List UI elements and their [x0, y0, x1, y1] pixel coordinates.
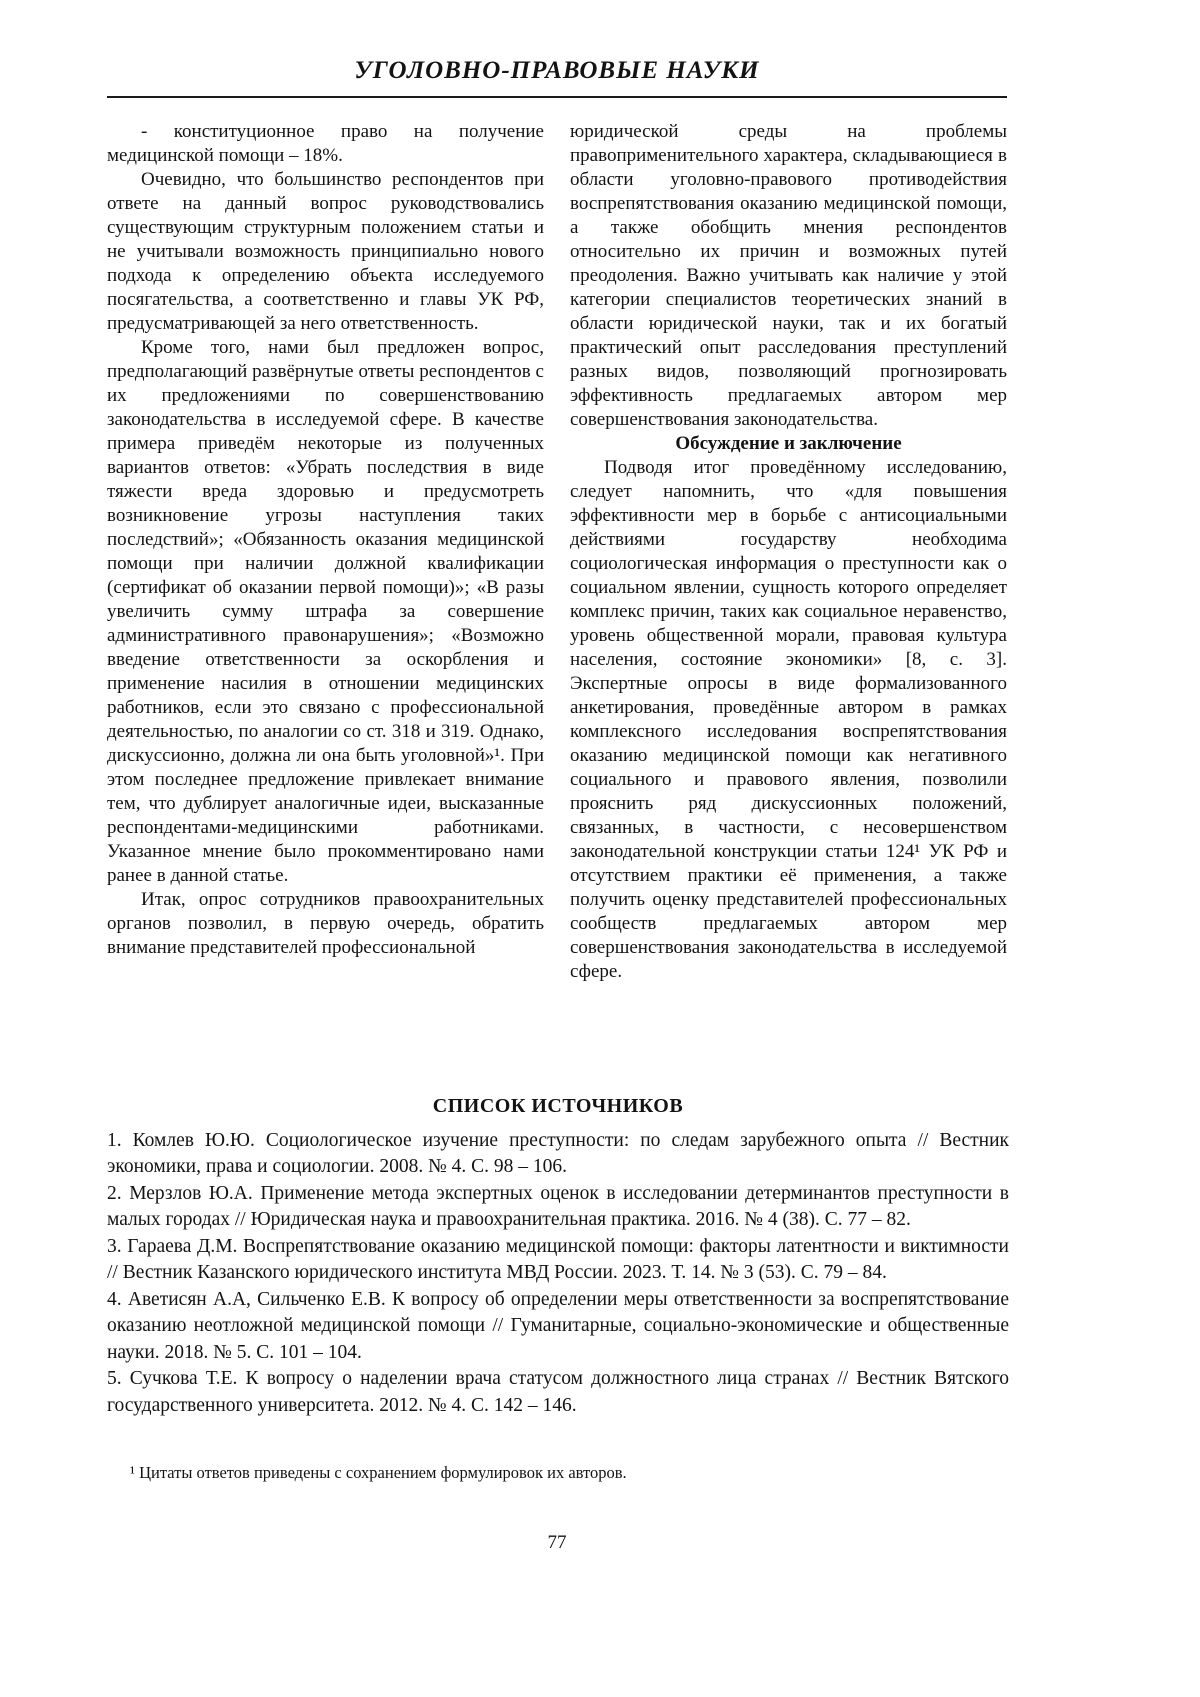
reference-item: 2. Мерзлов Ю.А. Применение метода экспертных оценок в исследовании детерминантов преступности в малых городах // Юридическая наука и правоохранительная практика. 2016. № 4 (38). С. 77 – 82. — [107, 1182, 1009, 1230]
references-heading: СПИСОК ИСТОЧНИКОВ — [432, 1095, 684, 1117]
section-heading-discussion: Обсуждение и заключение — [675, 433, 902, 454]
paragraph: Очевидно, что большинство респондентов при ответе на данный вопрос руководствовались существующим структурным положением статьи и не учитывали возможность принципиально нового подхода к определению объекта исследуемого посягательства, а соответственно и главы УК РФ, предусматривающей за него ответственность. — [107, 169, 544, 334]
page-number: 77 — [547, 1532, 567, 1553]
right-column — [570, 120, 1007, 1080]
reference-item: 4. Аветисян А.А, Сильченко Е.В. К вопросу об определении меры ответственности за воспрепятствование оказанию неотложной медицинской помощи // Гуманитарные, социально-экономические и общественные науки. 2018. № 5. С. 101 – 104. — [107, 1288, 1009, 1363]
reference-item: 5. Сучкова Т.Е. К вопросу о наделении врача статусом должностного лица странах // Вестник Вятского государственного университета. 2012. № 4. С. 142 – 146. — [107, 1368, 1009, 1416]
paragraph: Итак, опрос сотрудников правоохранительных органов позволил, в первую очередь, обратить внимание представителей профессиональной — [107, 889, 544, 958]
paragraph: - конституционное право на получение медицинской помощи – 18%. — [107, 121, 544, 166]
footnote: ¹ Цитаты ответов приведены с сохранением формулировок их авторов. — [130, 1463, 627, 1482]
body-columns — [107, 120, 1007, 1080]
references-section — [107, 1093, 1009, 1419]
paragraph: Кроме того, нами был предложен вопрос, предполагающий развёрнутые ответы респондентов с их предложениями по совершенствованию законодательства в исследуемой сфере. В качестве примера приведём некоторые из полученных вариантов ответов: «Убрать последствия в виде тяжести вреда здоровью и предусмотреть возникновение угрозы наступления таких последствий»; «Обязанность оказания медицинской помощи при наличии должной квалификации (сертификат об оказании первой помощи)»; «В разы увеличить сумму штрафа за совершение административного правонарушения»; «Возможно введение ответственности за оскорбления и применение насилия в отношении медицинских работников, если это связано с профессиональной деятельностью, по аналогии со ст. 318 и 319. Однако, дискуссионно, должна ли она быть уголовной»¹. При этом последнее предложение привлекает внимание тем, что дублирует аналогичные идеи, высказанные респондентами-медицинскими работниками. Указанное мнение было прокомментировано нами ранее в данной статье. — [107, 337, 544, 886]
running-head-title: УГОЛОВНО-ПРАВОВЫЕ НАУКИ — [107, 57, 1007, 98]
paragraph-continuation: юридической среды на проблемы правоприменительного характера, складывающиеся в области уголовно-правового противодействия воспрепятствования оказанию медицинской помощи, а также обобщить мнения респондентов относительно их причин и возможных путей преодоления. Важно учитывать как наличие у этой категории специалистов теоретических знаний в области юридической науки, так и их богатый практический опыт расследования преступлений разных видов, позволяющий прогнозировать эффективность предлагаемых автором мер совершенствования законодательства. — [570, 121, 1007, 430]
left-column — [107, 120, 544, 1080]
reference-item: 3. Гараева Д.М. Воспрепятствование оказанию медицинской помощи: факторы латентности и виктимности // Вестник Казанского юридического института МВД России. 2023. Т. 14. № 3 (53). С. 79 – 84. — [107, 1235, 1009, 1283]
reference-item: 1. Комлев Ю.Ю. Социологическое изучение преступности: по следам зарубежного опыта // Вестник экономики, права и социологии. 2008. № 4. С. 98 – 106. — [107, 1129, 1009, 1177]
paragraph-conclusion: Подводя итог проведённому исследованию, следует напомнить, что «для повышения эффективности мер в борьбе с антисоциальными действиями государству необходима социологическая информация о преступности как о социальном явлении, сущность которого определяет комплекс причин, таких как социальное неравенство, уровень общественной морали, правовая культура населения, состояние экономики» [8, с. 3]. Экспертные опросы в виде формализованного анкетирования, проведённые автором в рамках комплексного исследования воспрепятствования оказанию медицинской помощи как негативного социального и правового явления, позволили прояснить ряд дискуссионных положений, связанных, в частности, с несовершенством законодательной конструкции статьи 124¹ УК РФ и отсутствием практики её применения, а также получить оценку представителей профессиональных сообществ предлагаемых автором мер совершенствования законодательства в исследуемой сфере. — [570, 457, 1007, 982]
